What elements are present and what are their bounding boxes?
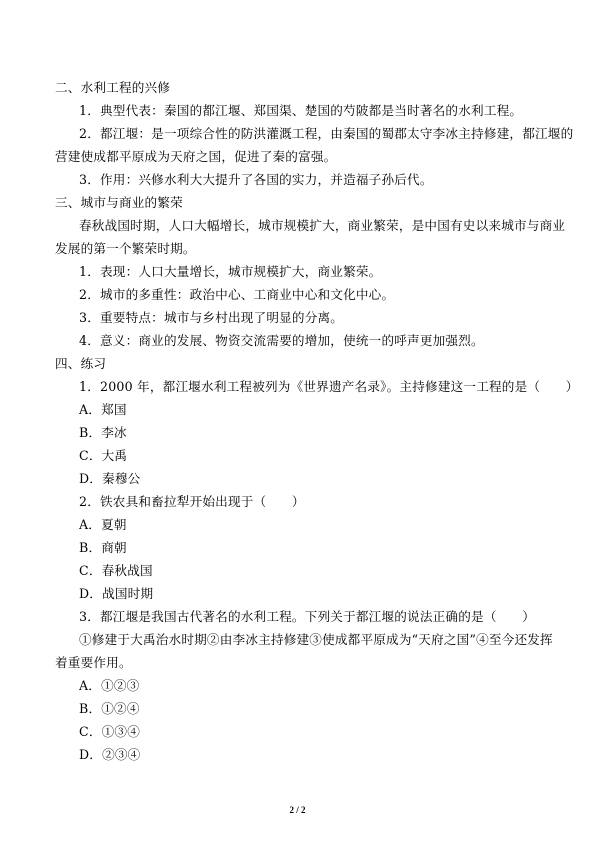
paragraph-typical-examples: 1．典型代表：秦国的都江堰、郑国渠、楚国的芍陂都是当时著名的水利工程。: [79, 103, 523, 118]
paragraph-intro-cont: 发展的第一个繁荣时期。: [55, 241, 196, 256]
question-1-stem: 1．2000 年，都江堰水利工程被列为《世界遗产名录》。主持修建这一工程的是（ ）: [79, 379, 579, 394]
paragraph-intro: 春秋战国时期，人口大幅增长，城市规模扩大，商业繁荣，是中国有史以来城市与商业: [79, 218, 566, 233]
paragraph-effect: 3．作用：兴修水利大大提升了各国的实力，并造福子孙后代。: [79, 172, 433, 187]
question-2-option-d: D．战国时期: [79, 586, 154, 601]
question-2-option-a: A．夏朝: [79, 517, 127, 532]
question-3-option-a: A．①②③: [79, 678, 140, 693]
question-3-option-c: C．①③④: [79, 724, 141, 739]
question-1-option-d: D．秦穆公: [79, 471, 141, 486]
question-2-stem: 2．铁农具和畜拉犁开始出现于（ ）: [79, 494, 305, 509]
question-3-stem-line2: ①修建于大禹治水时期②由李冰主持修建③使成都平原成为“天府之国”④至今还发挥: [79, 632, 553, 647]
section-heading-exercises: 四、练习: [55, 356, 107, 371]
question-3-option-b: B．①②④: [79, 701, 140, 716]
paragraph-dujiangyan: 2．都江堰：是一项综合性的防洪灌溉工程，由秦国的蜀郡太守李冰主持修建，都江堰的: [79, 126, 574, 141]
paragraph-significance: 4．意义：商业的发展、物资交流需要的增加，使统一的呼声更加强烈。: [79, 333, 484, 348]
question-3-stem: 3．都江堰是我国古代著名的水利工程。下列关于都江堰的说法正确的是（ ）: [79, 609, 535, 624]
paragraph-multiplicity: 2．城市的多重性：政治中心、工商业中心和文化中心。: [79, 287, 395, 302]
question-2-option-c: C．春秋战国: [79, 563, 153, 578]
paragraph-manifestation: 1．表现：人口大量增长，城市规模扩大，商业繁荣。: [79, 264, 382, 279]
question-1-option-b: B．李冰: [79, 425, 127, 440]
page-number: 2 / 2: [289, 805, 306, 815]
section-heading-cities-commerce: 三、城市与商业的繁荣: [55, 195, 183, 210]
question-3-option-d: D．②③④: [79, 747, 141, 762]
question-2-option-b: B．商朝: [79, 540, 127, 555]
question-3-stem-line3: 着重要作用。: [55, 655, 132, 670]
section-heading-water-projects: 二、水利工程的兴修: [55, 80, 171, 95]
paragraph-feature: 3．重要特点：城市与乡村出现了明显的分离。: [79, 310, 344, 325]
question-1-option-a: A．郑国: [79, 402, 127, 417]
paragraph-dujiangyan-cont: 营建使成都平原成为天府之国，促进了秦的富强。: [55, 149, 337, 164]
question-1-option-c: C．大禹: [79, 448, 128, 463]
